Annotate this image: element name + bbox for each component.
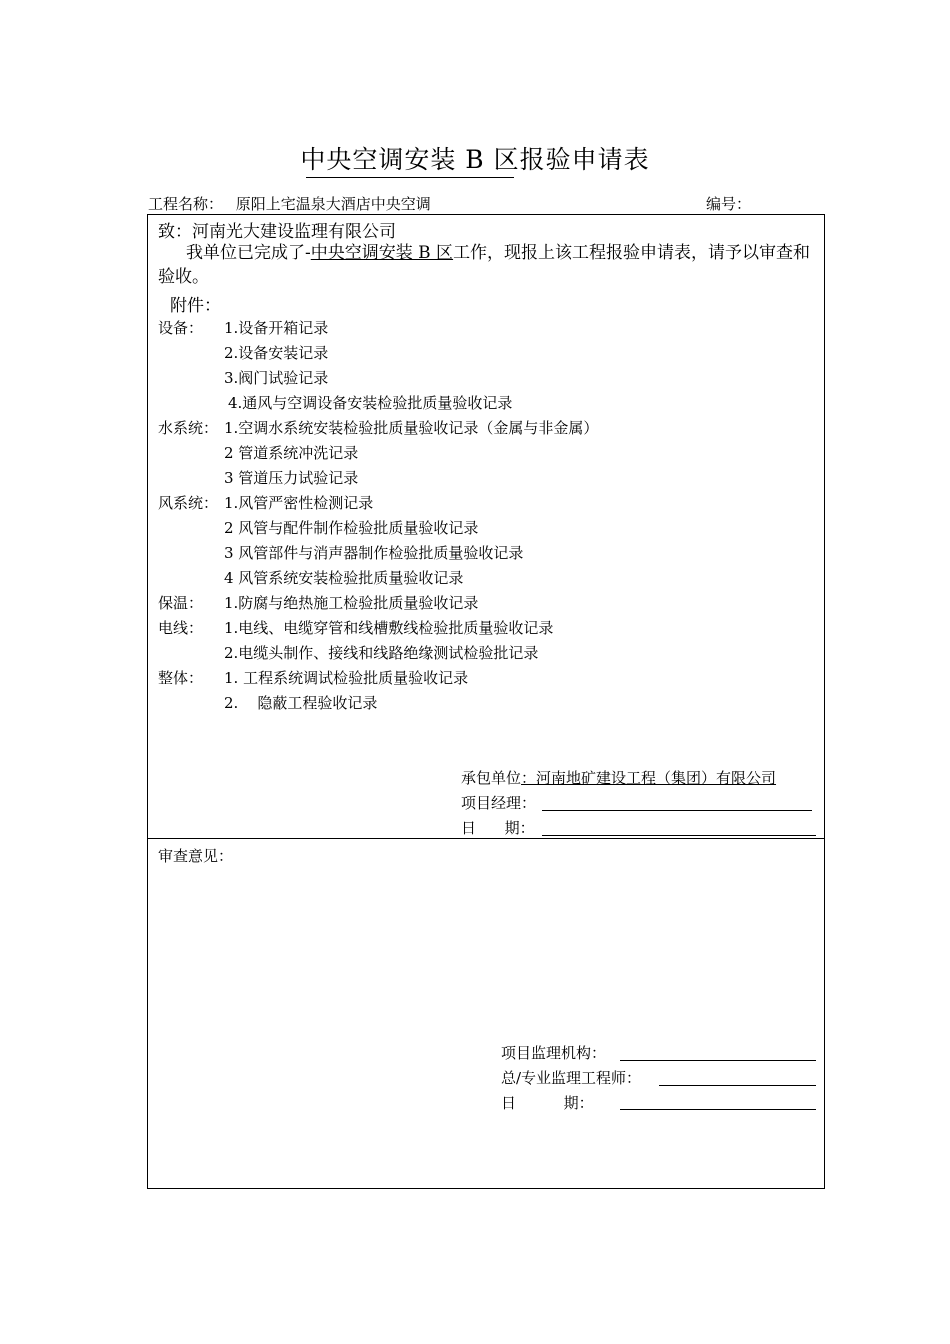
supervising-engineer-line[interactable]: [659, 1085, 816, 1086]
addressee: 致：河南光大建设监理有限公司: [158, 222, 396, 242]
attachment-item: 4.通风与空调设备安装检验批质量验收记录: [228, 394, 513, 412]
attachment-item: 1.风管严密性检测记录: [224, 494, 374, 512]
attachment-item: 3 风管部件与消声器制作检验批质量验收记录: [224, 544, 524, 562]
contractor-date-label: 日 期：: [461, 819, 535, 837]
review-opinion-label: 审查意见：: [158, 847, 234, 865]
category-label: 保温：: [158, 594, 204, 612]
contractor-date-line[interactable]: [542, 835, 816, 836]
project-name-value: 原阳上宅温泉大酒店中央空调: [235, 195, 431, 213]
attachment-item: 1. 工程系统调试检验批质量验收记录: [224, 669, 469, 687]
application-section: [147, 214, 825, 839]
category-label: 电线：: [158, 619, 204, 637]
attachment-item: 2 管道系统冲洗记录: [224, 444, 359, 462]
attachment-item: 2.电缆头制作、接线和线路绝缘测试检验批记录: [224, 644, 539, 662]
attachment-item: 1.防腐与绝热施工检验批质量验收记录: [224, 594, 479, 612]
supervision-org-line[interactable]: [620, 1060, 816, 1061]
intro-suffix: 工作，现报上该工程报验申请表，请予以审查和验收。: [158, 243, 811, 287]
attachment-item: 2. 隐蔽工程验收记录: [224, 694, 378, 712]
review-date-line[interactable]: [620, 1109, 816, 1110]
form-title: 中央空调安装 B 区报验申请表: [300, 145, 650, 174]
attachment-item: 3 管道压力试验记录: [224, 469, 359, 487]
attachment-item: 1.空调水系统安装检验批质量验收记录（金属与非金属）: [224, 419, 599, 437]
attachment-item: 1.设备开箱记录: [224, 319, 329, 337]
attachment-item: 4 风管系统安装检验批质量验收记录: [224, 569, 464, 587]
project-name-label: 工程名称：: [148, 195, 224, 213]
title-underline: [306, 177, 514, 178]
supervising-engineer-label: 总/专业监理工程师：: [501, 1069, 642, 1087]
project-manager-label: 项目经理：: [461, 794, 537, 812]
project-manager-signature-line[interactable]: [542, 810, 812, 811]
supervision-org-label: 项目监理机构：: [501, 1044, 607, 1062]
intro-prefix: 我单位已完成了-: [186, 243, 311, 263]
attachment-item: 2 风管与配件制作检验批质量验收记录: [224, 519, 479, 537]
project-name-row: [148, 193, 431, 214]
number-label: 编号：: [706, 195, 752, 213]
attachments-label: 附件：: [170, 296, 221, 316]
review-section: [147, 838, 825, 1189]
attachment-item: 1.电线、电缆穿管和线槽敷线检验批质量验收记录: [224, 619, 554, 637]
contractor-unit-label: 承包单位: [461, 769, 522, 787]
category-label: 水系统：: [158, 419, 219, 437]
intro-work: 中央空调安装 B 区: [310, 243, 454, 263]
intro-paragraph: [158, 241, 818, 289]
category-label: 整体：: [158, 669, 204, 687]
category-label: 风系统：: [158, 494, 219, 512]
contractor-unit: [461, 767, 776, 788]
contractor-unit-value: ：河南地矿建设工程（集团）有限公司: [521, 769, 777, 787]
review-date-label: 日 期：: [501, 1094, 594, 1112]
attachment-item: 3.阀门试验记录: [224, 369, 329, 387]
category-label: 设备：: [158, 319, 204, 337]
attachment-item: 2.设备安装记录: [224, 344, 329, 362]
